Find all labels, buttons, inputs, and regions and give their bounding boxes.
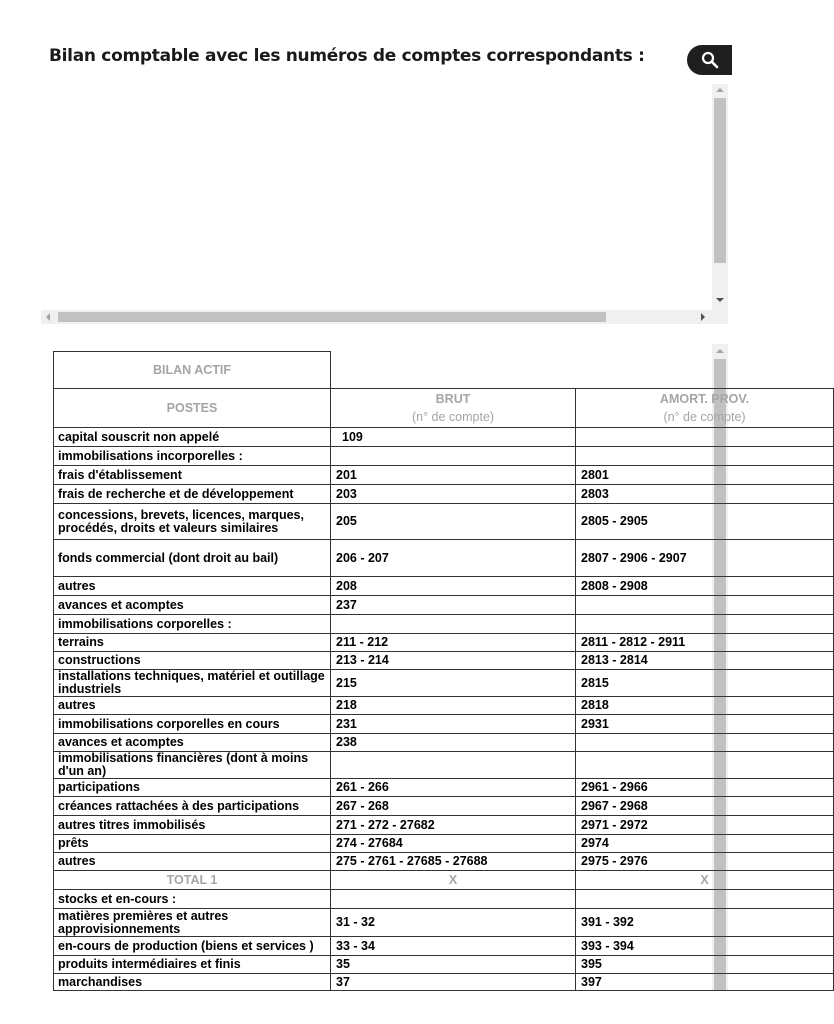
row-amort: 2815 xyxy=(576,670,834,697)
table-row xyxy=(54,816,834,835)
table-row xyxy=(54,937,834,956)
row-brut: 33 - 34 xyxy=(331,937,576,956)
table-row xyxy=(54,835,834,853)
total-row xyxy=(54,871,834,890)
row-brut: 211 - 212 xyxy=(331,634,576,652)
row-amort: 2807 - 2906 - 2907 xyxy=(576,540,834,577)
header-blank xyxy=(331,352,834,389)
row-label: créances rattachées à des participations xyxy=(54,797,331,816)
row-brut: 215 xyxy=(331,670,576,697)
row-brut: 208 xyxy=(331,577,576,596)
table-row xyxy=(54,734,834,752)
table-row xyxy=(54,974,834,991)
scroll-right-arrow-icon[interactable] xyxy=(701,313,705,321)
row-label: autres xyxy=(54,697,331,715)
table-row xyxy=(54,596,834,615)
row-brut xyxy=(331,752,576,779)
total-label: TOTAL 1 xyxy=(54,871,331,890)
header-amort xyxy=(576,389,834,428)
row-label: marchandises xyxy=(54,974,331,991)
table-row xyxy=(54,890,834,909)
row-amort: 2813 - 2814 xyxy=(576,652,834,670)
row-brut: 35 xyxy=(331,956,576,974)
table-row xyxy=(54,853,834,871)
row-label: participations xyxy=(54,779,331,797)
row-brut: 213 - 214 xyxy=(331,652,576,670)
row-label: terrains xyxy=(54,634,331,652)
row-label: immobilisations corporelles en cours xyxy=(54,715,331,734)
search-button[interactable] xyxy=(687,45,732,75)
row-amort xyxy=(576,615,834,634)
row-label: concessions, brevets, licences, marques, procédés, droits et valeurs similaires xyxy=(54,504,331,540)
row-label: prêts xyxy=(54,835,331,853)
table-row xyxy=(54,504,834,540)
row-label: avances et acomptes xyxy=(54,734,331,752)
table-row xyxy=(54,797,834,816)
scroll-up-arrow-icon[interactable] xyxy=(716,88,724,92)
row-label: matières premières et autres approvisionnements xyxy=(54,909,331,937)
row-label: autres xyxy=(54,577,331,596)
row-label: constructions xyxy=(54,652,331,670)
row-label: stocks et en-cours : xyxy=(54,890,331,909)
row-brut: 201 xyxy=(331,466,576,485)
row-label: autres titres immobilisés xyxy=(54,816,331,835)
embedded-frame xyxy=(41,84,728,325)
row-amort: 2818 xyxy=(576,697,834,715)
table-row xyxy=(54,715,834,734)
row-amort: 391 - 392 xyxy=(576,909,834,937)
table-row xyxy=(54,485,834,504)
row-amort: 2931 xyxy=(576,715,834,734)
table-row xyxy=(54,909,834,937)
header-amort-title: AMORT. PROV. xyxy=(659,391,750,406)
row-amort: 2811 - 2812 - 2911 xyxy=(576,634,834,652)
row-amort xyxy=(576,596,834,615)
row-label: immobilisations corporelles : xyxy=(54,615,331,634)
row-brut xyxy=(331,615,576,634)
row-amort xyxy=(576,734,834,752)
row-amort xyxy=(576,447,834,466)
scroll-down-arrow-icon[interactable] xyxy=(716,298,724,302)
total-brut: X xyxy=(331,871,576,890)
table-row xyxy=(54,466,834,485)
row-amort: 2975 - 2976 xyxy=(576,853,834,871)
table-row xyxy=(54,634,834,652)
search-icon xyxy=(701,51,719,69)
table-row xyxy=(54,779,834,797)
table-row xyxy=(54,447,834,466)
row-brut: 267 - 268 xyxy=(331,797,576,816)
row-label: installations techniques, matériel et outillage industriels xyxy=(54,670,331,697)
row-amort: 395 xyxy=(576,956,834,974)
row-brut: 206 - 207 xyxy=(331,540,576,577)
row-brut: 31 - 32 xyxy=(331,909,576,937)
table-row xyxy=(54,670,834,697)
row-amort: 2971 - 2972 xyxy=(576,816,834,835)
row-label: produits intermédiaires et finis xyxy=(54,956,331,974)
header-bilan-actif: BILAN ACTIF xyxy=(54,352,331,389)
scroll-thumb[interactable] xyxy=(714,98,726,263)
table-row xyxy=(54,652,834,670)
header-brut-subtitle: (n° de compte) xyxy=(411,409,495,424)
row-amort: 393 - 394 xyxy=(576,937,834,956)
row-brut: 205 xyxy=(331,504,576,540)
header-postes: POSTES xyxy=(54,389,331,428)
bilan-actif-table xyxy=(53,351,834,991)
row-label: frais de recherche et de développement xyxy=(54,485,331,504)
row-amort: 2803 xyxy=(576,485,834,504)
row-label: frais d'établissement xyxy=(54,466,331,485)
row-amort xyxy=(576,428,834,447)
row-brut: 237 xyxy=(331,596,576,615)
row-label: avances et acomptes xyxy=(54,596,331,615)
table-row xyxy=(54,615,834,634)
row-label: fonds commercial (dont droit au bail) xyxy=(54,540,331,577)
row-label: capital souscrit non appelé xyxy=(54,428,331,447)
table-row xyxy=(54,540,834,577)
row-label: immobilisations incorporelles : xyxy=(54,447,331,466)
row-brut: 109 xyxy=(331,428,576,447)
row-amort xyxy=(576,752,834,779)
total-amort: X xyxy=(576,871,834,890)
row-brut: 261 - 266 xyxy=(331,779,576,797)
header-brut-title: BRUT xyxy=(435,391,471,406)
row-brut: 275 - 2761 - 27685 - 27688 xyxy=(331,853,576,871)
scroll-thumb[interactable] xyxy=(58,312,606,322)
scroll-left-arrow-icon[interactable] xyxy=(46,313,50,321)
table-row xyxy=(54,697,834,715)
header-amort-subtitle: (n° de compte) xyxy=(663,409,746,424)
row-label: en-cours de production (biens et services ) xyxy=(54,937,331,956)
table-row xyxy=(54,752,834,779)
table-row xyxy=(54,428,834,447)
row-amort: 397 xyxy=(576,974,834,991)
row-label: immobilisations financières (dont à moins d'un an) xyxy=(54,752,331,779)
row-brut: 203 xyxy=(331,485,576,504)
page-title: Bilan comptable avec les numéros de comptes correspondants : xyxy=(49,46,645,66)
row-brut: 238 xyxy=(331,734,576,752)
row-brut xyxy=(331,890,576,909)
table-row xyxy=(54,956,834,974)
row-amort: 2967 - 2968 xyxy=(576,797,834,816)
header-brut xyxy=(331,389,576,428)
row-amort: 2805 - 2905 xyxy=(576,504,834,540)
row-label: autres xyxy=(54,853,331,871)
table-row xyxy=(54,577,834,596)
frame-horizontal-scrollbar[interactable] xyxy=(41,310,728,324)
bilan-table-container xyxy=(53,351,750,990)
frame-vertical-scrollbar[interactable] xyxy=(712,84,728,310)
row-brut: 218 xyxy=(331,697,576,715)
row-amort xyxy=(576,890,834,909)
row-brut: 271 - 272 - 27682 xyxy=(331,816,576,835)
row-amort: 2961 - 2966 xyxy=(576,779,834,797)
row-amort: 2974 xyxy=(576,835,834,853)
row-brut: 274 - 27684 xyxy=(331,835,576,853)
row-brut xyxy=(331,447,576,466)
row-amort: 2808 - 2908 xyxy=(576,577,834,596)
row-brut: 37 xyxy=(331,974,576,991)
row-brut: 231 xyxy=(331,715,576,734)
row-amort: 2801 xyxy=(576,466,834,485)
